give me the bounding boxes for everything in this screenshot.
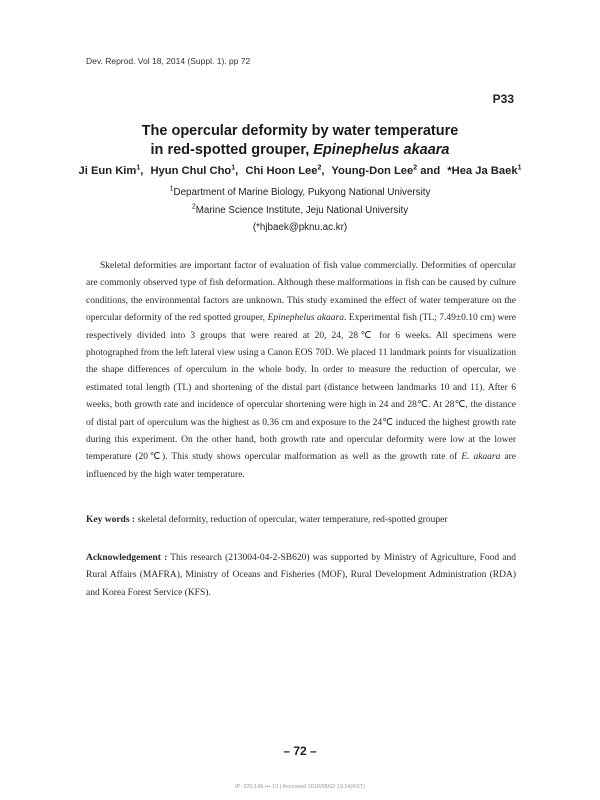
keywords-label: Key words :	[86, 515, 136, 525]
access-footer: IP: 220.149.•••.10 | Accessed 2018/08/02 13:14(KST)	[235, 784, 365, 790]
author: Hyun Chul Cho$^1$,	[150, 164, 239, 177]
abstract-body: Skeletal deformities are important factor of evaluation of fish value commercially. Deformities of opercular are commonly observed type of fish deformation. Although these malformations in fish can be caused by culture conditions, the environmental factors are unknown. This study examined the effect of water temperature on the opercular deformity of the red spotted grouper, Epinephelus akaara. Experimental fish (TL; 7.49±0.10 cm) were respectively divided into 3 groups that were reared at 20, 24, 28℃ for 6 weeks. All specimens were photographed from the left lateral view using a Canon EOS 70D. We placed 11 landmark points for visualization the shape differences of operculum in the whole body. In order to measure the reduction of opercular, we estimated total length (TL) and shortening of the distal part (distance between landmarks 10 and 11). After 6 weeks, both growth rate and incidence of opercular shortening were high in 24 and 28℃. At 28℃, the distance of distal part of operculum was the highest as 0.36 cm and exposure to the 24℃ induced the highest growth rate during this experiment. On the other hand, both growth rate and opercular deformity were low at the lower temperature (20℃). This study shows opercular malformation as well as the growth rate of E. akaara are influenced by the high water temperature.	[86, 261, 517, 480]
acknowledgement-label: Acknowledgement :	[86, 553, 168, 563]
author: *Hea Ja Baek$^1$	[447, 164, 522, 177]
title-line-1: The opercular deformity by water temperature	[141, 123, 459, 139]
title-species: Epinephelus akaara	[313, 142, 450, 158]
corresponding-email: (*hjbaek@pknu.ac.kr)	[252, 222, 348, 233]
journal-citation: Dev. Reprod. Vol 18, 2014 (Suppl. 1). pp 72	[86, 56, 251, 66]
affiliation-2: $^2$Marine Science Institute, Jeju National University	[191, 203, 409, 216]
species-name: E. akaara	[461, 452, 501, 463]
species-name: Epinephelus akaara	[267, 313, 344, 324]
title-line-2	[0, 141, 600, 160]
page-number: – 72 –	[283, 744, 317, 758]
affiliation-1: $^1$Department of Marine Biology, Pukyong National University	[169, 185, 431, 198]
acknowledgement-text: This research (213004-04-2-SB620) was supported by Ministry of Agriculture, Food and Rural Affairs (MAFRA), Ministry of Oceans and Fisheries (MOF), Rural Development Administration (RDA) and Korea Forest Service (KFS).	[86, 553, 516, 598]
keywords	[86, 515, 516, 525]
poster-code: P33	[492, 92, 514, 106]
paper-title	[0, 122, 600, 160]
author: Ji Eun Kim$^1$,	[78, 164, 144, 177]
title-line-2-prefix: in red-spotted grouper,	[150, 142, 314, 158]
author: Young-Don Lee$^2$ and	[331, 164, 441, 177]
keywords-text: skeletal deformity, reduction of opercular, water temperature, red-spotted grouper	[135, 515, 448, 525]
author-list	[0, 165, 600, 177]
acknowledgement	[86, 550, 516, 602]
author: Chi Hoon Lee$^2$,	[245, 164, 325, 177]
